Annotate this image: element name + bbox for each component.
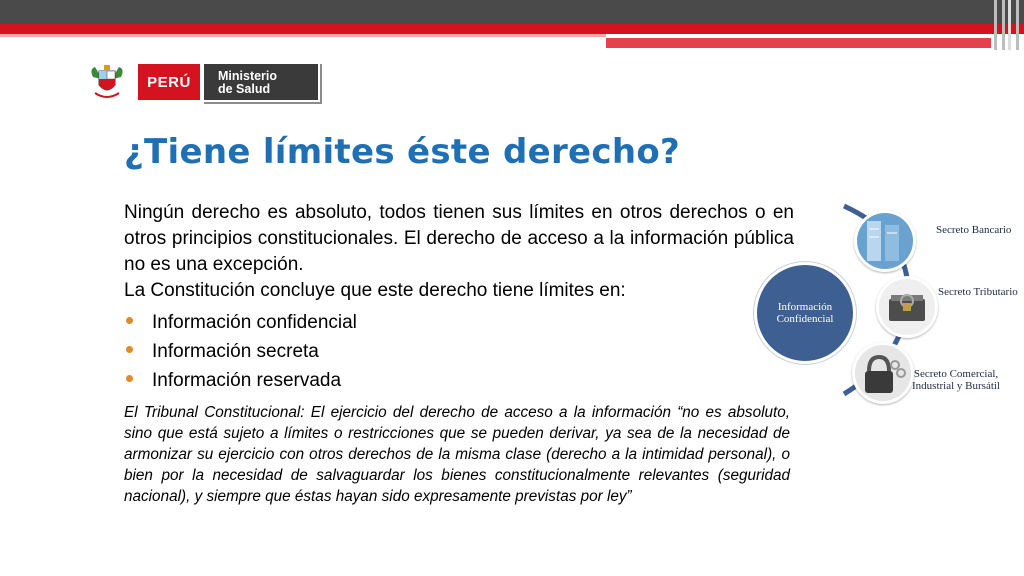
- tribunal-quote: El Tribunal Constitucional: El ejercicio del derecho de acceso a la información “no es absoluto, sino que está sujeto a límites o restricciones que se pueden derivar, ya sea de la necesidad de armonizar su ejercicio con otros derechos de la misma clase (derecho a la intimidad personal), o bien por la necesidad de salvaguardar los bienes constitucionalmente relevantes (seguridad nacional), y siempre que éstas hayan sido expresamente previstas por ley”: [124, 404, 790, 505]
- list-item: Información reservada: [124, 366, 357, 395]
- center-node: Información Confidencial: [754, 262, 856, 364]
- coat-of-arms-icon: [78, 62, 136, 102]
- list-item: Información confidencial: [124, 308, 357, 337]
- ministry-name-line1: Ministerio: [218, 69, 278, 83]
- server-icon: [857, 213, 913, 269]
- bullet-icon: [126, 346, 133, 353]
- tax-secret-label: Secreto Tributario: [938, 286, 1018, 298]
- bank-secret-node: [854, 210, 916, 272]
- peru-label: PERÚ: [136, 62, 202, 102]
- ministry-name: [202, 62, 320, 102]
- locked-binder-icon: [879, 279, 935, 335]
- ministry-name-line2: de Salud: [218, 82, 271, 96]
- padlock-chain-icon: [855, 345, 911, 401]
- lead-text: La Constitución concluye que este derecho tiene límites en:: [124, 280, 626, 301]
- bullet-icon: [126, 375, 133, 382]
- top-banner-red: [0, 24, 1024, 34]
- confidential-info-diagram: [740, 196, 1024, 406]
- commercial-secret-label: Secreto Comercial, Industrial y Bursátil: [912, 368, 1000, 392]
- tax-secret-node: [876, 276, 938, 338]
- slide-title: ¿Tiene límites éste derecho?: [124, 132, 681, 172]
- top-banner-red-accent: [606, 38, 991, 48]
- bank-secret-label: Secreto Bancario: [936, 224, 1012, 236]
- bullet-icon: [126, 317, 133, 324]
- intro-paragraph: Ningún derecho es absoluto, todos tienen sus límites en otros derechos o en otros principios constitucionales. El derecho de acceso a la información pública no es una excepción.: [124, 202, 794, 275]
- top-banner-stripes: [990, 0, 1024, 50]
- top-banner-pink: [0, 34, 606, 37]
- ministry-logo: [78, 62, 320, 102]
- limits-list: [124, 308, 357, 395]
- list-item: Información secreta: [124, 337, 357, 366]
- top-banner-dark: [0, 0, 1024, 24]
